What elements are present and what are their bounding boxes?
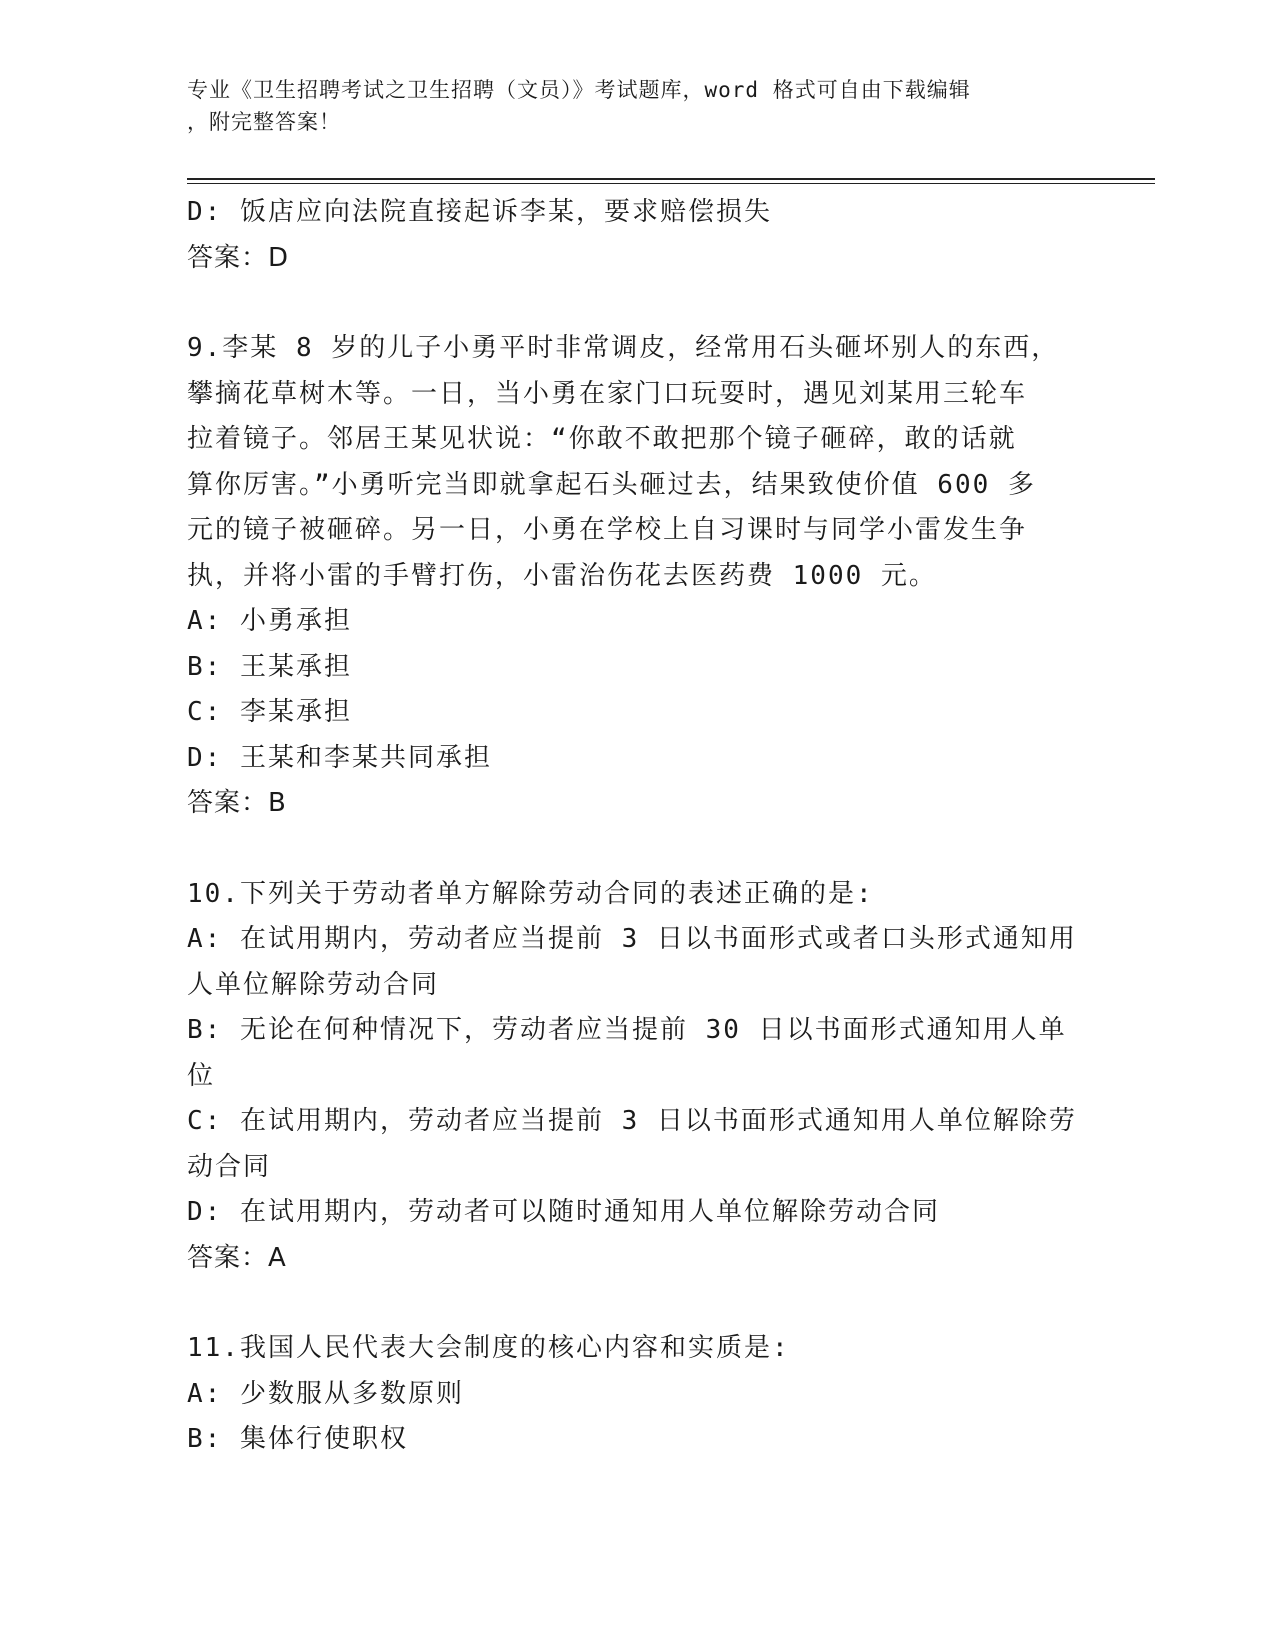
question-stem-line: 9.李某 8 岁的儿子小勇平时非常调皮，经常用石头砸坏别人的东西，	[187, 333, 1060, 363]
option-d: D: 王某和李某共同承担	[187, 742, 492, 773]
question-11	[187, 1326, 1087, 1463]
option-c-cont: 动合同	[187, 1151, 272, 1182]
question-10	[187, 872, 1087, 1282]
header-divider-thin	[187, 183, 1155, 184]
option-a: A: 在试用期内，劳动者应当提前 3 日以书面形式或者口头形式通知用	[187, 924, 1077, 954]
option-b-cont: 位	[187, 1060, 216, 1091]
question-stem-line: 算你厉害。”小勇听完当即就拿起石头砸过去，结果致使价值 600 多	[187, 469, 1036, 500]
option-d: D: 在试用期内，劳动者可以随时通知用人单位解除劳动合同	[187, 1197, 940, 1227]
header-line-1: 专业《卫生招聘考试之卫生招聘（文员）》考试题库，word 格式可自由下载编辑	[187, 78, 971, 102]
option-b: B: 无论在何种情况下，劳动者应当提前 30 日以书面形式通知用人单	[187, 1015, 1067, 1045]
option-b: B: 集体行使职权	[187, 1424, 408, 1454]
answer-line: 答案：D	[187, 242, 290, 273]
document-body	[187, 190, 1087, 1463]
option-c: C: 在试用期内，劳动者应当提前 3 日以书面形式通知用人单位解除劳	[187, 1106, 1077, 1136]
document-header	[187, 74, 1067, 138]
header-line-2: ，附完整答案！	[187, 110, 341, 134]
option-d: D: 饭店应向法院直接起诉李某，要求赔偿损失	[187, 197, 772, 227]
answer-line: 答案：A	[187, 1242, 287, 1273]
question-9	[187, 326, 1087, 827]
option-a-cont: 人单位解除劳动合同	[187, 969, 440, 1000]
option-c: C: 李某承担	[187, 697, 352, 727]
answer-line: 答案：B	[187, 788, 287, 818]
header-divider-thick	[187, 178, 1155, 180]
question-stem-line: 攀摘花草树木等。一日，当小勇在家门口玩耍时，遇见刘某用三轮车	[187, 378, 1028, 409]
option-a: A: 少数服从多数原则	[187, 1378, 464, 1409]
question-8-tail	[187, 190, 1087, 281]
option-a: A: 小勇承担	[187, 606, 352, 636]
question-stem: 10.下列关于劳动者单方解除劳动合同的表述正确的是:	[187, 878, 874, 909]
option-b: B: 王某承担	[187, 651, 352, 682]
question-stem-line: 拉着镜子。邻居王某见状说：“你敢不敢把那个镜子砸碎，敢的话就	[187, 424, 1017, 454]
question-stem: 11.我国人民代表大会制度的核心内容和实质是:	[187, 1333, 790, 1363]
question-stem-line: 元的镜子被砸碎。另一日，小勇在学校上自习课时与同学小雷发生争	[187, 515, 1028, 545]
question-stem-line: 执，并将小雷的手臂打伤，小雷治伤花去医药费 1000 元。	[187, 560, 937, 591]
